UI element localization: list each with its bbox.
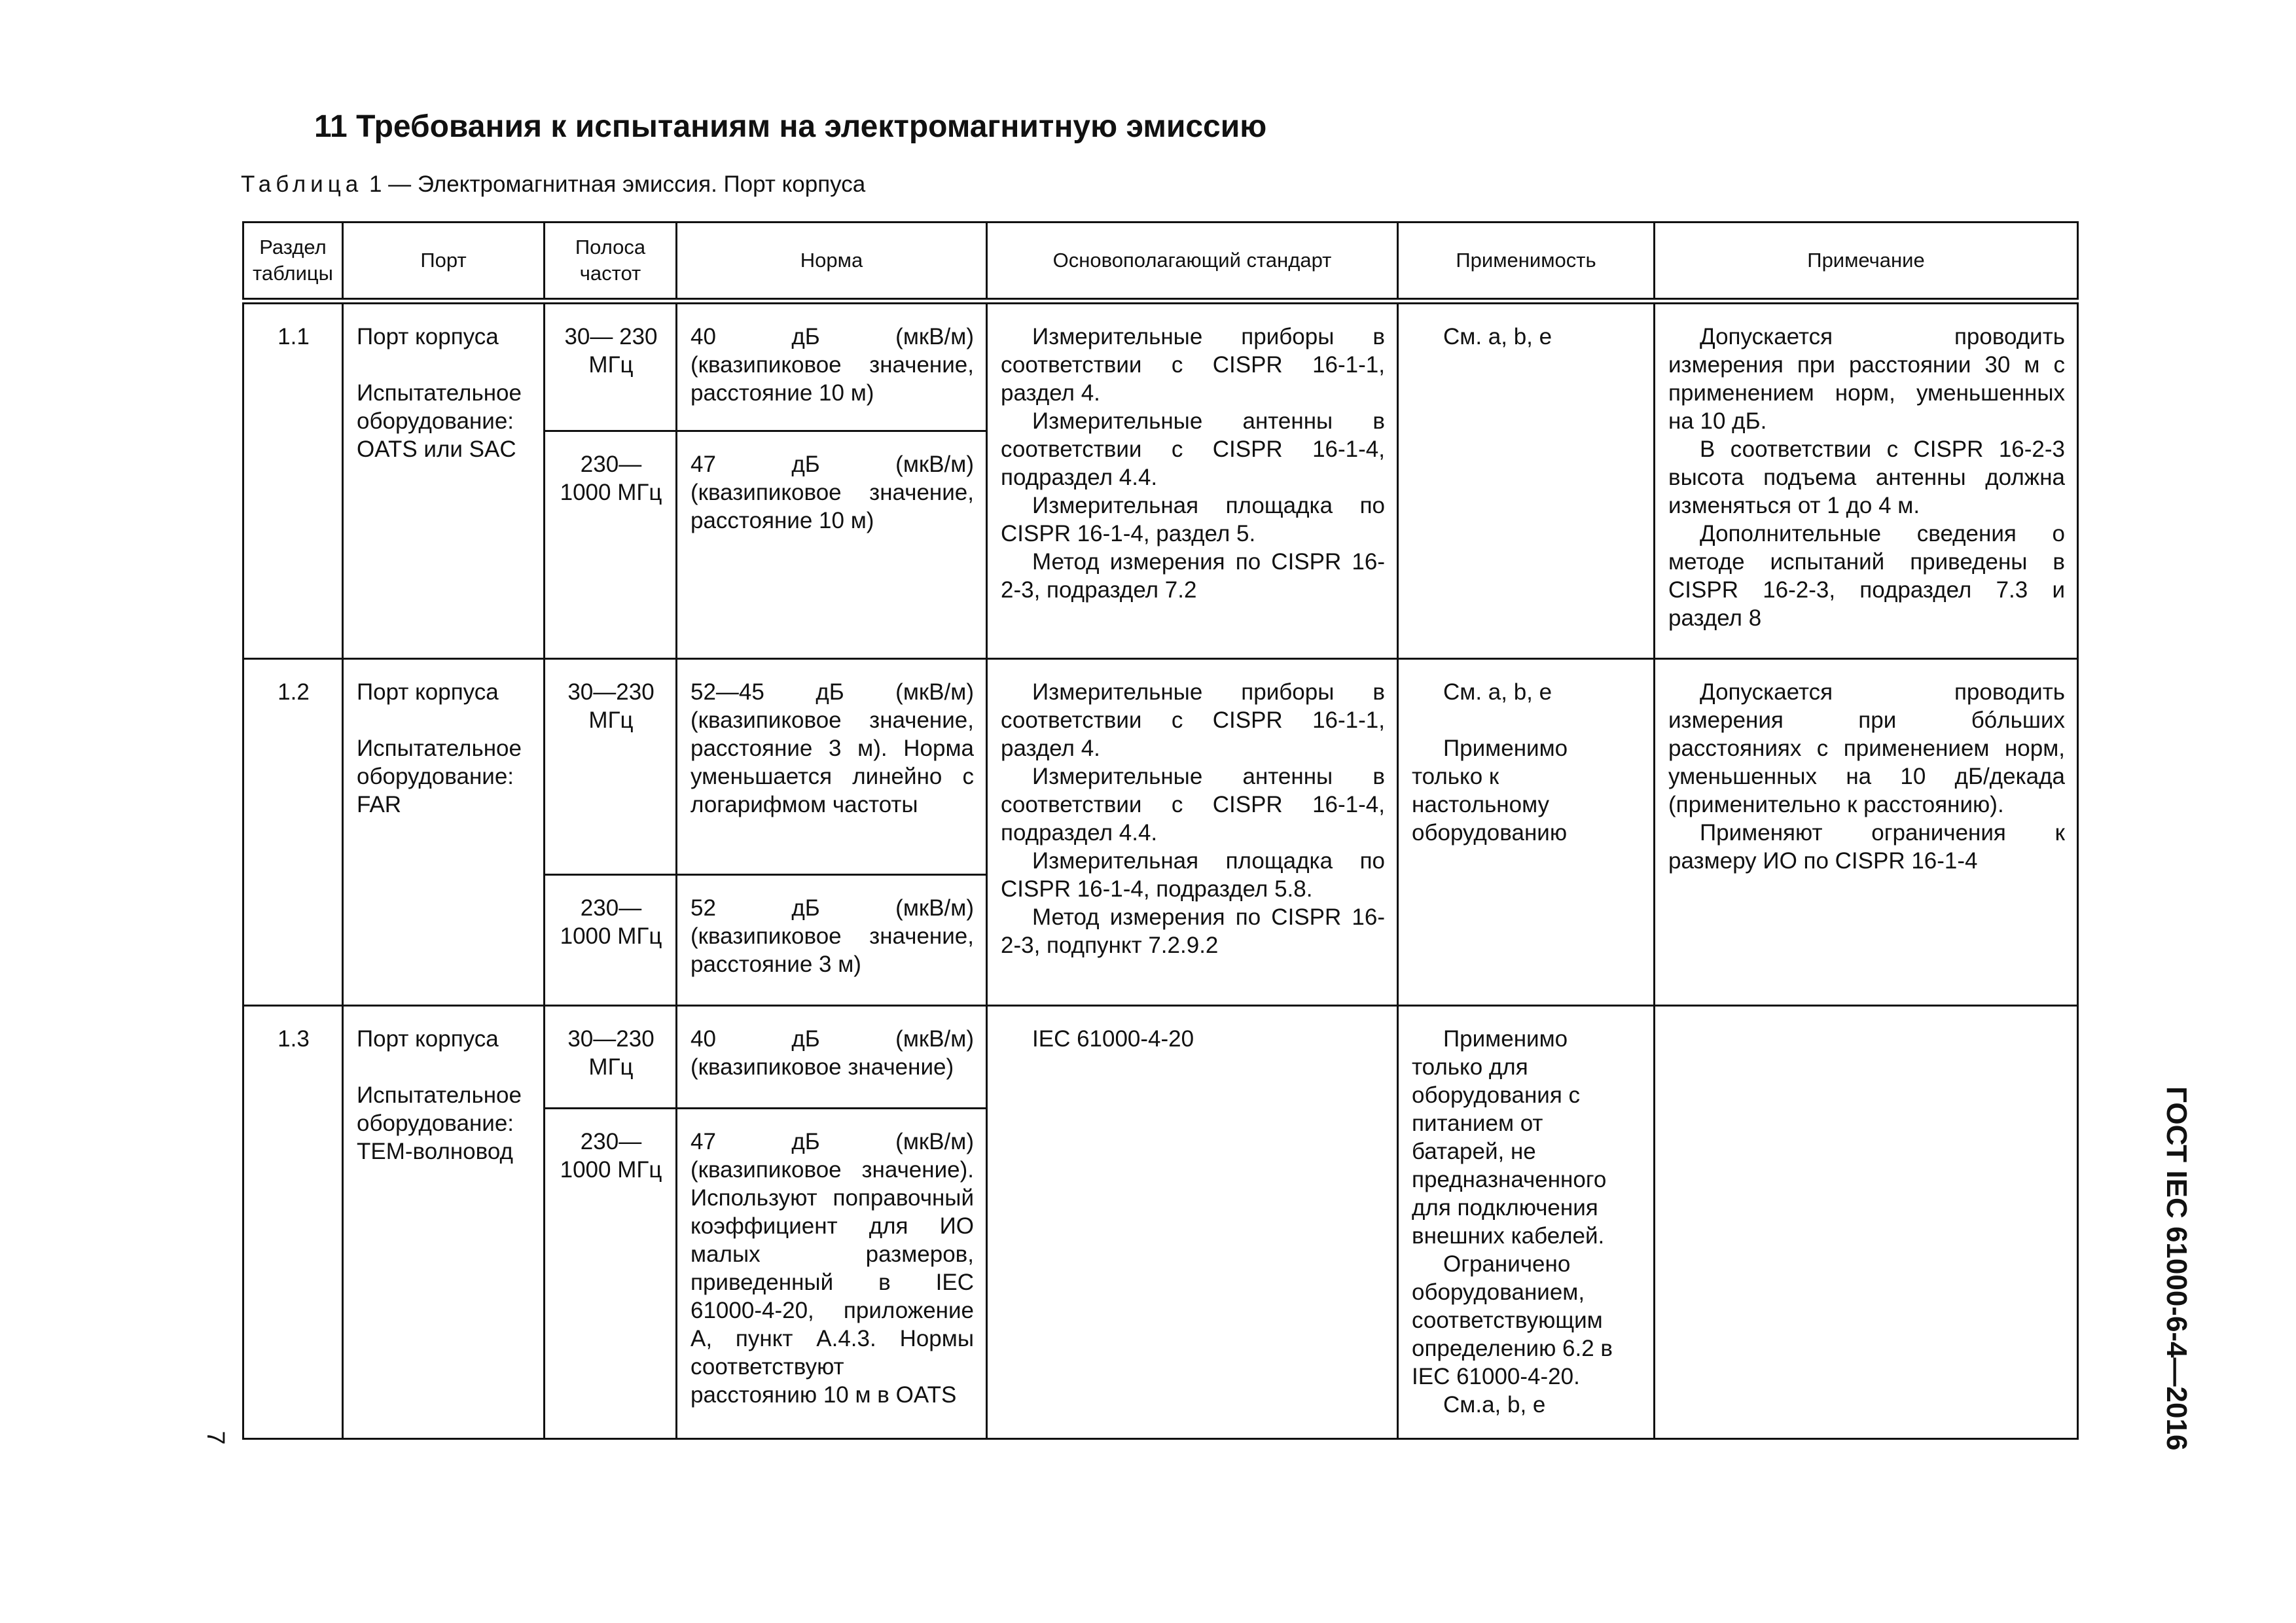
standard-paragraph: Метод измерения по CISPR 16-2-3, подраздел 7.2	[1001, 549, 1385, 603]
header-applicability: Применимость	[1398, 223, 1655, 302]
applicability-paragraph: См.a, b, e	[1443, 1391, 1546, 1418]
port-name: Порт корпуса	[357, 324, 499, 349]
header-port: Порт	[343, 223, 545, 302]
cell-norm: 52—45 дБ (мкВ/м) (квазипиковое значение, расстояние 3 м). Норма уменьшается линейно с логарифмом частоты	[677, 658, 987, 874]
table-caption-text: 1 — Электромагнитная эмиссия. Порт корпуса	[363, 171, 866, 197]
cell-note	[1655, 301, 2078, 658]
cell-norm: 40 дБ (мкВ/м) (квазипиковое значение, расстояние 10 м)	[677, 301, 987, 431]
standard-paragraph: Измерительная площадка по CISPR 16-1-4, раздел 5.	[1001, 493, 1385, 546]
cell-standard	[987, 1005, 1398, 1438]
table-header-row	[243, 223, 2078, 302]
applicability-paragraph: Ограничено оборудованием, соответствующим определению 6.2 в IEC 61000-4-20.	[1412, 1251, 1613, 1389]
cell-band: 30— 230 МГц	[545, 301, 677, 431]
note-paragraph: Дополнительные сведения о методе испытаний приведены в CISPR 16-2-3, подраздел 7.3 и раздел 8	[1668, 521, 2065, 631]
note-paragraph: Допускается проводить измерения при бóльших расстояниях с применением норм, уменьшенных на 10 дБ/декада (применительно к расстоянию).	[1668, 679, 2065, 817]
standard-paragraph: Измерительные приборы в соответствии с CISPR 16-1-1, раздел 4.	[1001, 324, 1385, 406]
test-equipment: Испытательное оборудование: ТЕМ-волновод	[357, 1082, 522, 1164]
cell-standard	[987, 301, 1398, 658]
table-row	[243, 1005, 2078, 1108]
standard-paragraph: Измерительные антенны в соответствии с CISPR 16-1-4, подраздел 4.4.	[1001, 763, 1385, 846]
cell-applicability	[1398, 1005, 1655, 1438]
applicability-paragraph: Применимо только для оборудования с питанием от батарей, не предназначенного для подключения внешних кабелей.	[1412, 1026, 1607, 1249]
cell-section: 1.3	[243, 1005, 343, 1438]
cell-applicability	[1398, 658, 1655, 1005]
header-band: Полоса частот	[545, 223, 677, 302]
note-paragraph: Допускается проводить измерения при расстоянии 30 м с применением норм, уменьшенных на 10 дБ.	[1668, 324, 2065, 434]
cell-standard	[987, 658, 1398, 1005]
cell-band: 230— 1000 МГц	[545, 874, 677, 1005]
applicability-paragraph: См. a, b, e	[1443, 679, 1552, 705]
cell-section: 1.2	[243, 658, 343, 1005]
cell-applicability	[1398, 301, 1655, 658]
test-equipment: Испытательное оборудование: FAR	[357, 735, 522, 817]
header-standard: Основополагающий стандарт	[987, 223, 1398, 302]
standard-paragraph: Измерительные антенны в соответствии с CISPR 16-1-4, подраздел 4.4.	[1001, 408, 1385, 490]
cell-port	[343, 301, 545, 658]
cell-band: 30—230 МГц	[545, 658, 677, 874]
table-row	[243, 658, 2078, 874]
standard-paragraph: IEC 61000-4-20	[1032, 1026, 1194, 1052]
cell-port	[343, 658, 545, 1005]
note-paragraph: В соответствии с CISPR 16-2-3 высота подъема антенны должна изменяться от 1 до 4 м.	[1668, 437, 2065, 518]
test-equipment: Испытательное оборудование: OATS или SAC	[357, 380, 522, 462]
standard-paragraph: Измерительные приборы в соответствии с CISPR 16-1-1, раздел 4.	[1001, 679, 1385, 761]
cell-norm: 47 дБ (мкВ/м) (квазипиковое значение, расстояние 10 м)	[677, 431, 987, 658]
section-heading: 11 Требования к испытаниям на электромагнитную эмиссию	[314, 109, 1267, 144]
cell-note	[1655, 1005, 2078, 1438]
cell-band: 230— 1000 МГц	[545, 1108, 677, 1438]
header-section: Раздел таблицы	[243, 223, 343, 302]
header-norm: Норма	[677, 223, 987, 302]
standard-paragraph: Измерительная площадка по CISPR 16-1-4, подраздел 5.8.	[1001, 847, 1385, 902]
cell-norm: 47 дБ (мкВ/м) (квазипиковое значение). Используют поправочный коэффициент для ИО малых размеров, приведенный в IEC 61000-4-20, приложение А, пункт А.4.3. Нормы соответствуют расстоянию 10 м в OATS	[677, 1108, 987, 1438]
header-note: Примечание	[1655, 223, 2078, 302]
cell-port	[343, 1005, 545, 1438]
page-number: 7	[202, 1431, 229, 1445]
cell-note	[1655, 658, 2078, 1005]
applicability-paragraph: См. a, b, e	[1443, 324, 1552, 349]
port-name: Порт корпуса	[357, 679, 499, 705]
cell-band: 30—230 МГц	[545, 1005, 677, 1108]
standard-paragraph: Метод измерения по CISPR 16-2-3, подпункт 7.2.9.2	[1001, 904, 1385, 958]
applicability-paragraph: Применимо только к настольному оборудованию	[1412, 735, 1568, 846]
table-caption-word: Таблица	[241, 171, 363, 197]
cell-section: 1.1	[243, 301, 343, 658]
table-row	[243, 301, 2078, 431]
cell-band: 230— 1000 МГц	[545, 431, 677, 658]
document-id: ГОСТ IEC 61000-6-4—2016	[2161, 1086, 2193, 1451]
table-caption	[241, 171, 865, 198]
note-paragraph: Применяют ограничения к размеру ИО по CISPR 16-1-4	[1668, 819, 2065, 874]
port-name: Порт корпуса	[357, 1026, 499, 1052]
emission-table	[242, 221, 2079, 1440]
cell-norm: 52 дБ (мкВ/м) (квазипиковое значение, расстояние 3 м)	[677, 874, 987, 1005]
cell-norm: 40 дБ (мкВ/м) (квазипиковое значение)	[677, 1005, 987, 1108]
